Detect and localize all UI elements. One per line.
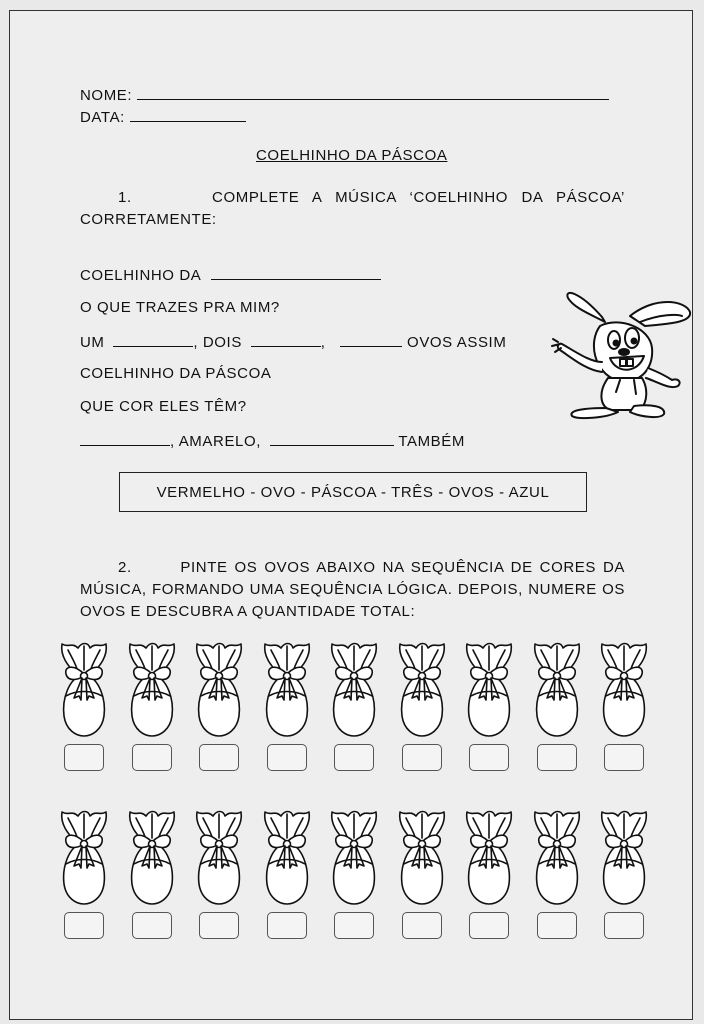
- song-line-3: [80, 332, 506, 352]
- wrapped-easter-egg-icon[interactable]: [459, 806, 519, 906]
- song-line-3-um: UM: [80, 334, 105, 351]
- egg-number-box[interactable]: [199, 912, 239, 939]
- blank-pascoa[interactable]: [211, 265, 381, 280]
- wrapped-easter-egg-icon[interactable]: [189, 638, 249, 738]
- question-2-text: PINTE OS OVOS ABAIXO NA SEQUÊNCIA DE CORES DA MÚSICA, FORMANDO UMA SEQUÊNCIA LÓGICA. DEPOIS, NUMERE OS OVOS E DESCUBRA A QUANTIDADE TOTAL:: [80, 559, 626, 620]
- name-row: [80, 85, 609, 105]
- question-2-number: 2.: [118, 559, 132, 576]
- wrapped-easter-egg-icon[interactable]: [594, 806, 654, 906]
- blank-vermelho[interactable]: [80, 431, 170, 446]
- egg-number-box[interactable]: [132, 912, 172, 939]
- date-row: [80, 107, 246, 127]
- wrapped-easter-egg-icon[interactable]: [392, 806, 452, 906]
- song-line-1-text: COELHINHO DA: [80, 267, 201, 284]
- egg-number-box[interactable]: [267, 744, 307, 771]
- egg-number-box[interactable]: [132, 744, 172, 771]
- blank-ovo[interactable]: [113, 332, 193, 347]
- date-blank-line[interactable]: [130, 107, 246, 122]
- word-bank-box: [119, 472, 587, 512]
- wrapped-easter-egg-icon[interactable]: [54, 806, 114, 906]
- egg-number-box[interactable]: [64, 912, 104, 939]
- wrapped-easter-egg-icon[interactable]: [324, 806, 384, 906]
- song-line-1: [80, 265, 381, 285]
- egg-number-box[interactable]: [402, 744, 442, 771]
- name-label: NOME:: [80, 87, 133, 104]
- wrapped-easter-egg-icon[interactable]: [527, 638, 587, 738]
- worksheet-title: COELHINHO DA PÁSCOA: [256, 147, 448, 164]
- song-line-6: [80, 431, 465, 451]
- question-1-number: 1.: [118, 189, 132, 206]
- wrapped-easter-egg-icon[interactable]: [324, 638, 384, 738]
- egg-number-box[interactable]: [267, 912, 307, 939]
- song-line-6-amarelo: , AMARELO,: [170, 433, 262, 450]
- word-bank-text: VERMELHO - OVO - PÁSCOA - TRÊS - OVOS - AZUL: [156, 483, 550, 501]
- song-line-6-tambem: TAMBÉM: [398, 433, 465, 450]
- egg-number-box[interactable]: [334, 744, 374, 771]
- question-2: [80, 557, 625, 623]
- egg-number-box[interactable]: [537, 912, 577, 939]
- song-line-4: COELHINHO DA PÁSCOA: [80, 365, 272, 382]
- wrapped-easter-egg-icon[interactable]: [527, 806, 587, 906]
- wrapped-easter-egg-icon[interactable]: [257, 638, 317, 738]
- wrapped-easter-egg-icon[interactable]: [54, 638, 114, 738]
- egg-number-box[interactable]: [537, 744, 577, 771]
- wrapped-easter-egg-icon[interactable]: [257, 806, 317, 906]
- blank-ovos[interactable]: [251, 332, 321, 347]
- egg-number-box[interactable]: [469, 912, 509, 939]
- song-line-3-dois: , DOIS: [193, 334, 242, 351]
- song-line-2: O QUE TRAZES PRA MIM?: [80, 299, 280, 316]
- question-1: [80, 187, 625, 231]
- wrapped-easter-egg-icon[interactable]: [594, 638, 654, 738]
- egg-number-box[interactable]: [604, 744, 644, 771]
- question-1-text: COMPLETE A MÚSICA ‘COELHINHO DA PÁSCOA’ CORRETAMENTE:: [80, 189, 625, 228]
- egg-number-box[interactable]: [64, 744, 104, 771]
- song-line-3-comma: ,: [320, 334, 326, 351]
- blank-tres[interactable]: [340, 332, 402, 347]
- wrapped-easter-egg-icon[interactable]: [122, 806, 182, 906]
- egg-number-box[interactable]: [199, 744, 239, 771]
- wrapped-easter-egg-icon[interactable]: [392, 638, 452, 738]
- blank-azul[interactable]: [270, 431, 394, 446]
- egg-number-box[interactable]: [469, 744, 509, 771]
- egg-number-box[interactable]: [604, 912, 644, 939]
- song-line-3-ovos-assim: OVOS ASSIM: [407, 334, 507, 351]
- egg-number-box[interactable]: [402, 912, 442, 939]
- wrapped-easter-egg-icon[interactable]: [122, 638, 182, 738]
- date-label: DATA:: [80, 109, 125, 126]
- wrapped-easter-egg-icon[interactable]: [459, 638, 519, 738]
- song-line-5: QUE COR ELES TÊM?: [80, 398, 247, 415]
- name-blank-line[interactable]: [137, 85, 609, 100]
- egg-number-box[interactable]: [334, 912, 374, 939]
- bunny-illustration: [550, 282, 700, 422]
- wrapped-easter-egg-icon[interactable]: [189, 806, 249, 906]
